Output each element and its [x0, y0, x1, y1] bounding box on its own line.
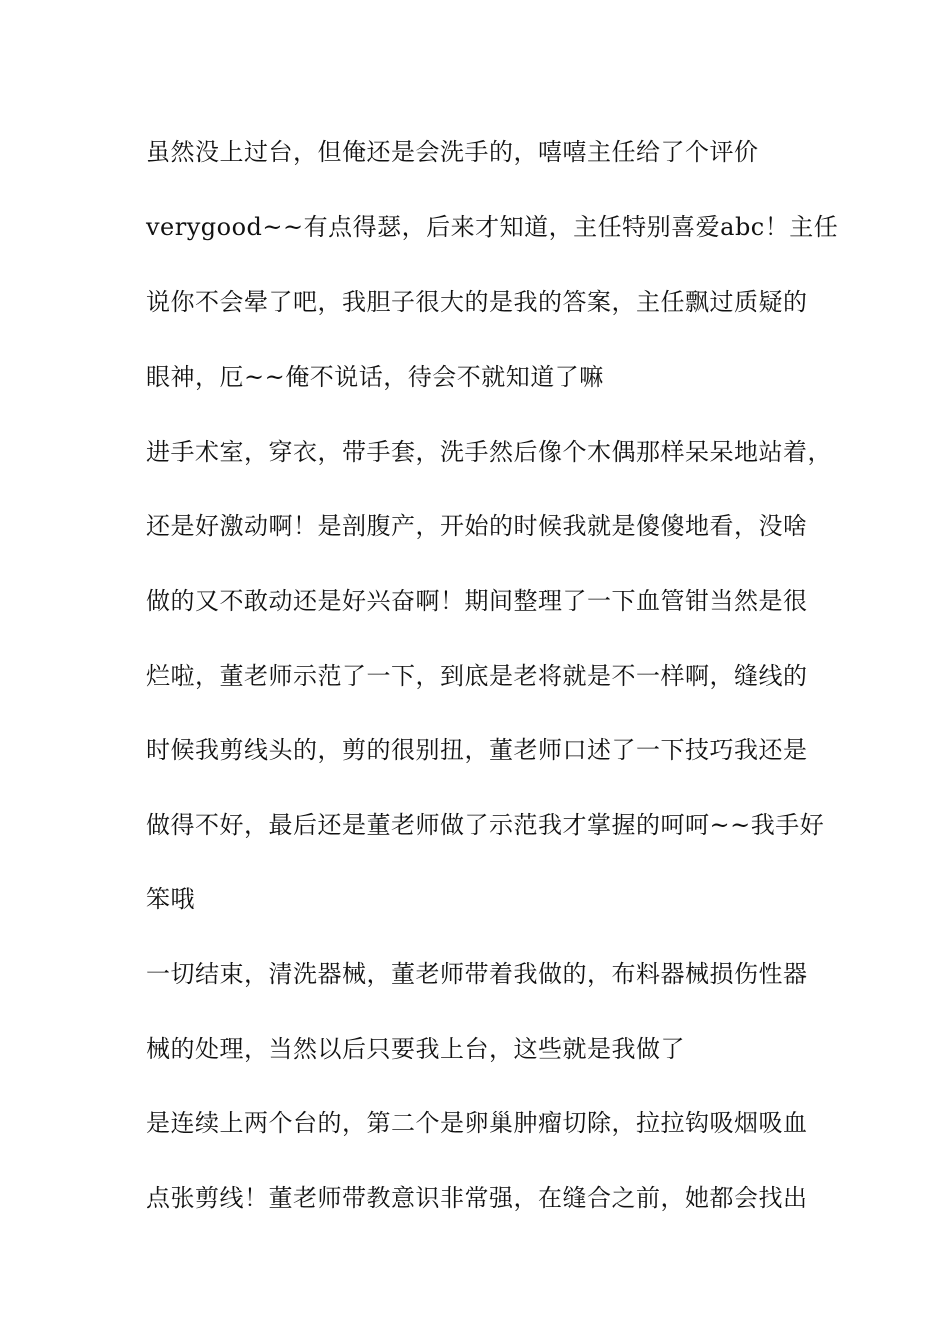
text-line: 进手术室，穿衣，带手套，洗手然后像个木偶那样呆呆地站着，	[146, 438, 832, 466]
text-line: 还是好激动啊！是剖腹产，开始的时候我就是傻傻地看，没啥	[146, 512, 808, 540]
text-line: 做得不好，最后还是董老师做了示范我才掌握的呵呵~~我手好	[146, 811, 825, 839]
text-line: 械的处理，当然以后只要我上台，这些就是我做了	[146, 1035, 685, 1063]
text-line: 一切结束，清洗器械，董老师带着我做的，布料器械损伤性器	[146, 960, 808, 988]
text-line: 烂啦，董老师示范了一下，到底是老将就是不一样啊，缝线的	[146, 662, 808, 690]
text-line: 笨哦	[146, 885, 195, 913]
text-line: 眼神，厄~~俺不说话，待会不就知道了嘛	[146, 363, 604, 391]
text-line: 虽然没上过台，但俺还是会洗手的，嘻嘻主任给了个评价	[146, 138, 759, 166]
text-line: 时候我剪线头的，剪的很别扭，董老师口述了一下技巧我还是	[146, 736, 808, 764]
text-line: 点张剪线！董老师带教意识非常强，在缝合之前，她都会找出	[146, 1184, 808, 1212]
text-line: 做的又不敢动还是好兴奋啊！期间整理了一下血管钳当然是很	[146, 587, 808, 615]
text-line: 说你不会晕了吧，我胆子很大的是我的答案，主任飘过质疑的	[146, 288, 808, 316]
text-line: verygood~~有点得瑟，后来才知道，主任特别喜爱abc！主任	[146, 213, 839, 241]
text-line: 是连续上两个台的，第二个是卵巢肿瘤切除，拉拉钩吸烟吸血	[146, 1109, 808, 1137]
